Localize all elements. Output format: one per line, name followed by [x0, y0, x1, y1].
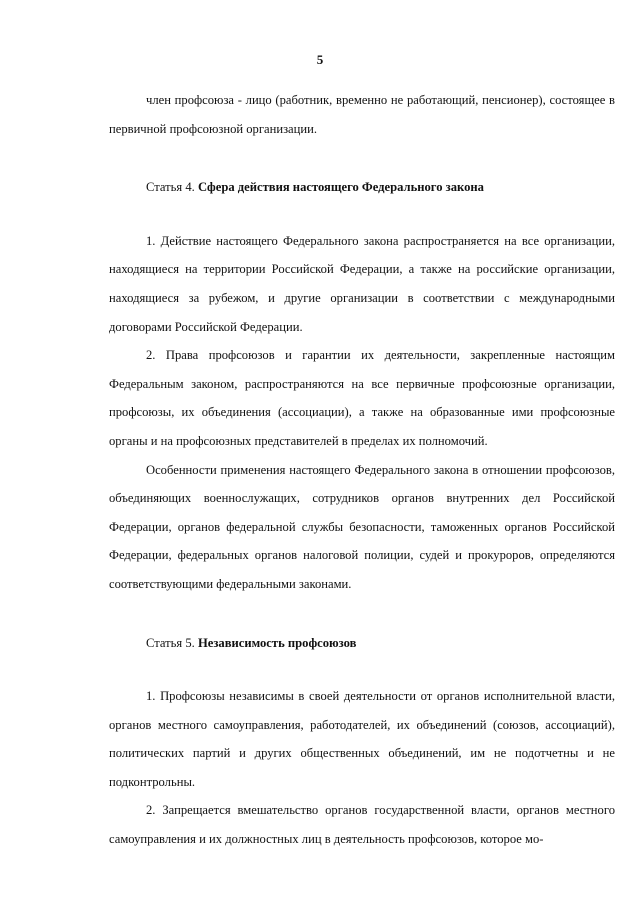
article-5-label: Статья 5.	[146, 635, 195, 650]
article-5-heading	[109, 629, 615, 658]
page-number: 5	[316, 52, 324, 67]
article-4-paragraph-1: 1. Действие настоящего Федерального закона распространяется на все организации, находящиеся на территории Российской Федерации, а также на российские организации, находящиеся за рубежом, и другие организации в соответствии с международными договорами Российской Федерации.	[109, 233, 615, 334]
spacer	[109, 202, 615, 227]
article-4-paragraph-2: 2. Права профсоюзов и гарантии их деятельности, закрепленные настоящим Федеральным законом, распространяются на все первичные профсоюзные организации, профсоюзы, их объединения (ассоциации), а также на образованные ими профсоюзные органы и на профсоюзных представителей в пределах их полномочий.	[109, 348, 615, 448]
spacer	[109, 599, 615, 629]
spacer	[109, 657, 615, 682]
intro-paragraph: член профсоюза - лицо (работник, временно не работающий, пенсионер), состоящее в первичной профсоюзной организации.	[109, 93, 615, 136]
article-4-heading	[109, 173, 615, 202]
document-body	[109, 86, 615, 854]
article-5-paragraph-2: 2. Запрещается вмешательство органов государственной власти, органов местного самоуправления и их должностных лиц в деятельность профсоюзов, которое мо-	[109, 803, 615, 847]
article-5-title: Независимость профсоюзов	[197, 635, 357, 650]
spacer	[109, 143, 615, 173]
article-4-label: Статья 4.	[146, 180, 195, 195]
article-4-title: Сфера действия настоящего Федерального закона	[197, 180, 484, 195]
article-4-paragraph-3: Особенности применения настоящего Федерального закона в отношении профсоюзов, объединяющих военнослужащих, сотрудников органов внутренних дел Российской Федерации, органов федеральной службы безопасности, таможенных органов Российской Федерации, федеральных органов налоговой полиции, судей и прокуроров, определяются соответствующими федеральными законами.	[109, 462, 615, 591]
article-5-paragraph-1: 1. Профсоюзы независимы в своей деятельности от органов исполнительной власти, органов местного самоуправления, работодателей, их объединений (союзов, ассоциаций), политических партий и других общественных объединений, им не подотчетны и не подконтрольны.	[109, 689, 615, 789]
